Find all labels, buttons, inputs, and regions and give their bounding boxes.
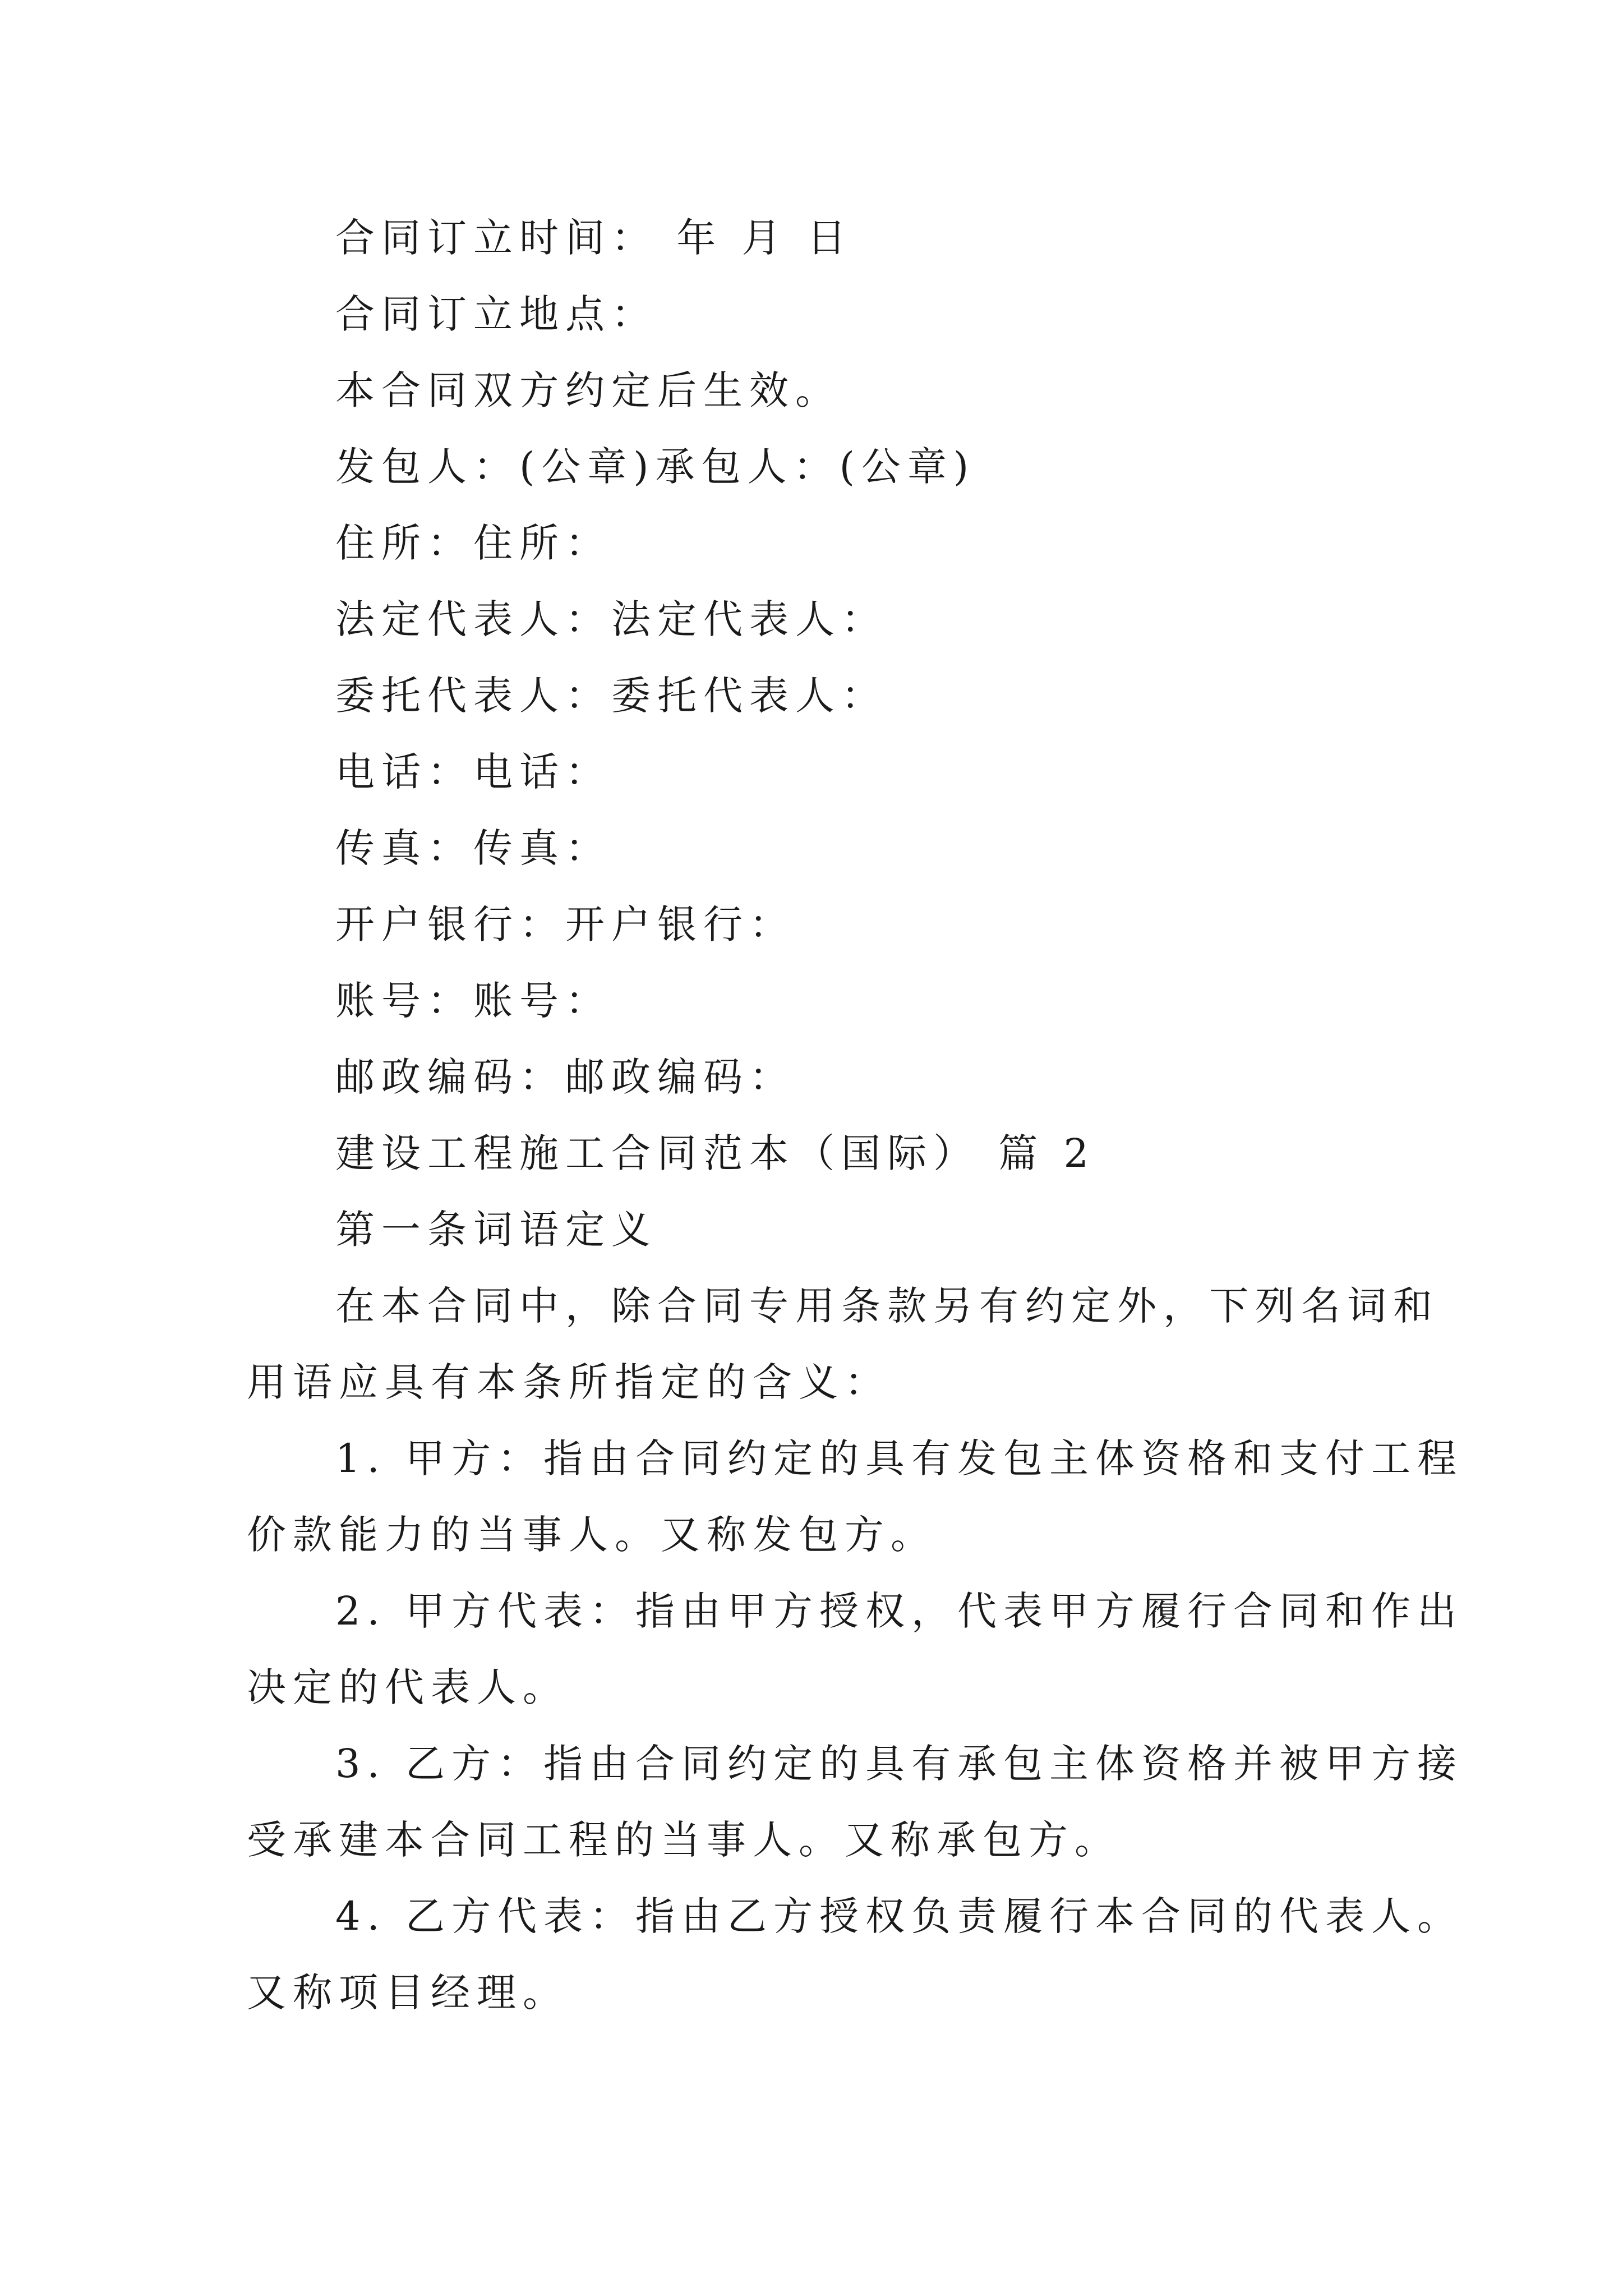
legal-representative-line: 法定代表人：法定代表人： <box>335 596 887 642</box>
effective-clause-line: 本合同双方约定后生效。 <box>335 367 841 413</box>
bank-line: 开户银行：开户银行： <box>335 901 795 947</box>
definition-line: 决定的代表人。 <box>247 1664 569 1710</box>
section-heading: 建设工程施工合同范本（国际） 篇 2 <box>335 1130 1096 1176</box>
phone-line: 电话：电话： <box>335 749 611 795</box>
address-line: 住所：住所： <box>335 520 611 566</box>
parties-seal-line: 发包人：(公章)承包人：(公章) <box>335 444 976 490</box>
signing-date-line: 合同订立时间： 年 月 日 <box>335 215 853 261</box>
paragraph-line: 用语应具有本条所指定的含义： <box>247 1359 891 1405</box>
definition-line: 又称项目经理。 <box>247 1970 569 2016</box>
authorized-representative-line: 委托代表人：委托代表人： <box>335 673 887 719</box>
signing-place-line: 合同订立地点： <box>335 291 657 337</box>
account-line: 账号：账号： <box>335 978 611 1024</box>
definition-line: 2. 甲方代表：指由甲方授权，代表甲方履行合同和作出 <box>335 1588 1464 1634</box>
paragraph-line: 在本合同中，除合同专用条款另有约定外，下列名词和 <box>335 1283 1439 1329</box>
definition-line: 1. 甲方：指由合同约定的具有发包主体资格和支付工程 <box>335 1435 1464 1481</box>
article-heading: 第一条词语定义 <box>335 1207 657 1253</box>
definition-line: 受承建本合同工程的当事人。又称承包方。 <box>247 1817 1121 1863</box>
definition-line: 价款能力的当事人。又称发包方。 <box>247 1512 937 1558</box>
postal-code-line: 邮政编码：邮政编码： <box>335 1054 795 1100</box>
definition-line: 4. 乙方代表：指由乙方授权负责履行本合同的代表人。 <box>335 1893 1464 1939</box>
definition-line: 3. 乙方：指由合同约定的具有承包主体资格并被甲方接 <box>335 1741 1464 1787</box>
fax-line: 传真：传真： <box>335 825 611 871</box>
